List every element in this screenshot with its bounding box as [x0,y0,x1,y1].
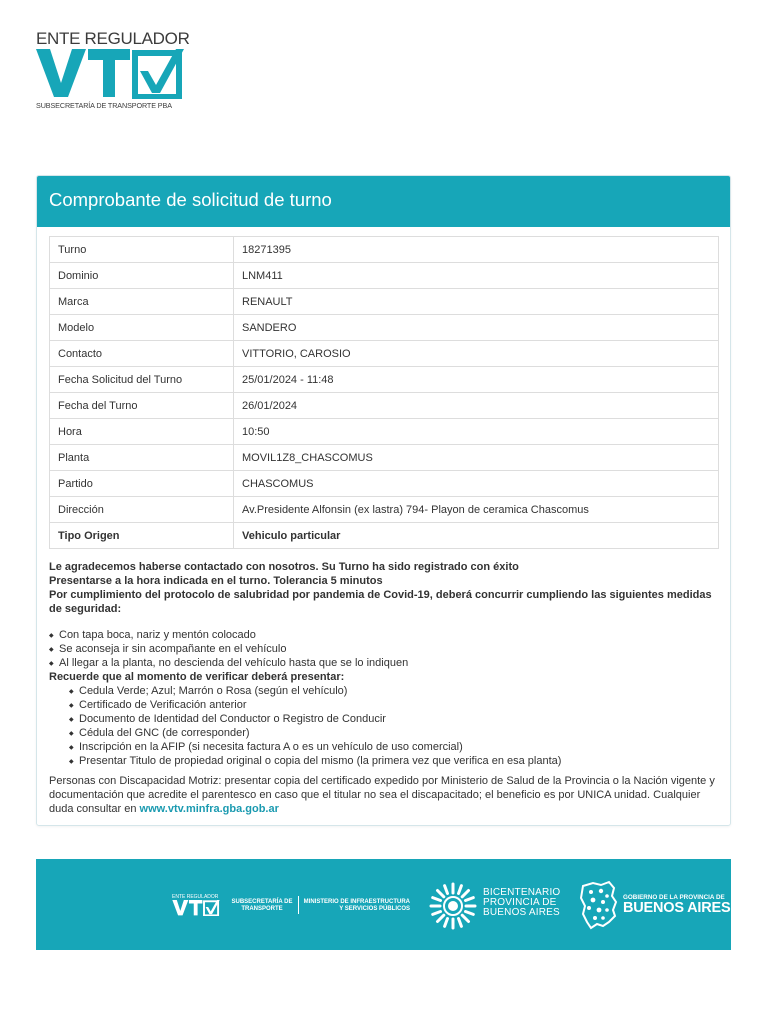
disability-text [49,774,721,816]
row-label: Turno [50,237,234,263]
list-item: ◆ Cedula Verde; Azul; Marrón o Rosa (según el vehículo) [49,684,721,698]
vtv-check-logo-icon [36,49,184,99]
footer-ministerio [302,899,410,913]
row-value: 18271395 [234,237,719,263]
panel-title: Comprobante de solicitud de turno [49,189,332,210]
row-label: Tipo Origen [50,523,234,549]
covid-text: Por cumplimiento del protocolo de salubridad por pandemia de Covid-19, deberá concurrir cumpliendo las siguientes medidas de seguridad: [49,589,712,615]
table-row [50,393,719,419]
footer-subsecretaria [231,899,293,913]
docs-list [49,684,721,768]
list-item: ◆ Al llegar a la planta, no descienda del vehículo hasta que se lo indiquen [49,656,721,670]
row-value: 25/01/2024 - 11:48 [234,367,719,393]
table-row [50,523,719,549]
footer-vtv-logo [172,894,220,921]
row-label: Dirección [50,497,234,523]
list-item: ◆ Con tapa boca, nariz y mentón colocado [49,628,721,642]
footer-vtv-top: ENTE REGULADOR [172,894,219,900]
list-item: ◆ Se aconseja ir sin acompañante en el vehículo [49,642,721,656]
footer-bicentenario [483,888,560,918]
table-row [50,445,719,471]
row-value: Vehiculo particular [234,523,719,549]
list-item: ◆ Cédula del GNC (de corresponder) [49,726,721,740]
vtv-website-link[interactable]: www.vtv.minfra.gba.gob.ar [139,803,279,815]
footer-min-line2: Y SERVICIOS PÚBLICOS [339,906,410,912]
row-label: Modelo [50,315,234,341]
footer-bic-line3: BUENOS AIRES [483,907,560,918]
footer-banner [36,859,731,950]
receipt-panel [36,175,731,826]
vtv-check-logo-icon [172,900,220,916]
footer-sub-line1: SUBSECRETARÍA DE [231,899,293,905]
row-label: Planta [50,445,234,471]
row-value: Av.Presidente Alfonsin (ex lastra) 794- Playon de ceramica Chascomus [234,497,719,523]
logo-top-text: ENTE REGULADOR [36,29,190,48]
footer-min-line1: MINISTERIO DE INFRAESTRUCTURA [303,899,410,905]
table-row [50,263,719,289]
docs-heading: Recuerde que al momento de verificar deberá presentar: [49,671,345,683]
sun-emblem-icon [428,881,478,931]
row-value: MOVIL1Z8_CHASCOMUS [234,445,719,471]
footer-sub-line2: TRANSPORTE [241,906,283,912]
table-row [50,341,719,367]
row-value: VITTORIO, CAROSIO [234,341,719,367]
footer-bic-line1: BICENTENARIO [483,887,561,898]
covid-list [49,628,721,670]
table-row [50,237,719,263]
panel-header [37,176,730,227]
footer-gob-line2: BUENOS AIRES [623,900,731,916]
list-item: ◆ Inscripción en la AFIP (si necesita factura A o es un vehículo de uso comercial) [49,740,721,754]
vtv-logo [36,29,190,110]
footer-gobierno [623,894,730,916]
row-label: Hora [50,419,234,445]
row-value: 26/01/2024 [234,393,719,419]
table-row [50,471,719,497]
list-item: ◆ Documento de Identidad del Conductor o Registro de Conducir [49,712,721,726]
table-row [50,497,719,523]
row-value: CHASCOMUS [234,471,719,497]
row-label: Dominio [50,263,234,289]
list-item: ◆ Certificado de Verificación anterior [49,698,721,712]
row-value: 10:50 [234,419,719,445]
row-label: Fecha Solicitud del Turno [50,367,234,393]
table-row [50,315,719,341]
table-row [50,367,719,393]
list-item: ◆ Presentar Titulo de propiedad original o copia del mismo (la primera vez que verifica en esa planta) [49,754,721,768]
row-value: SANDERO [234,315,719,341]
notes-section [49,560,721,816]
row-label: Partido [50,471,234,497]
logo-subtitle: SUBSECRETARÍA DE TRANSPORTE PBA [36,101,172,110]
row-value: LNM411 [234,263,719,289]
row-value: RENAULT [234,289,719,315]
punctual-text: Presentarse a la hora indicada en el turno. Tolerancia 5 minutos [49,575,383,587]
appointment-table [49,236,719,549]
row-label: Contacto [50,341,234,367]
province-map-icon [579,880,619,930]
thanks-text: Le agradecemos haberse contactado con nosotros. Su Turno ha sido registrado con éxito [49,561,519,573]
disability-body: Personas con Discapacidad Motriz: presentar copia del certificado expedido por Ministerio de Salud de la Provincia o la Nación vigente y documentación que acredite el parentesco en caso que el titular no sea el discapacitado; el beneficio es por UNICA unidad. Cualquier duda consultar en [49,775,715,815]
row-label: Fecha del Turno [50,393,234,419]
table-row [50,419,719,445]
footer-bic-line2: PROVINCIA DE [483,897,557,908]
row-label: Marca [50,289,234,315]
footer-divider [298,896,299,914]
table-row [50,289,719,315]
footer-gob-line1: GOBIERNO DE LA PROVINCIA DE [623,894,725,901]
